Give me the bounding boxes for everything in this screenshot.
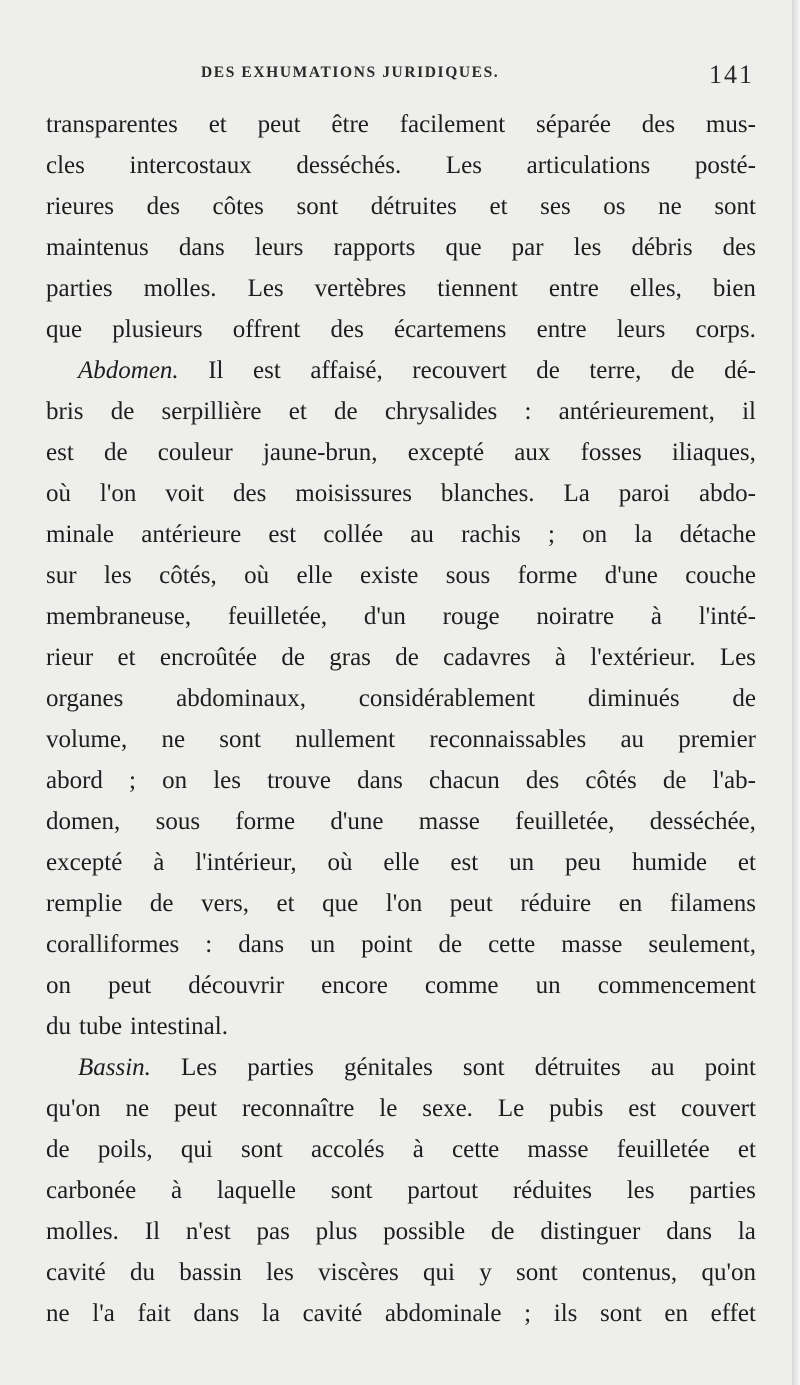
text-line: on peut découvrir encore comme un commencement xyxy=(46,972,756,999)
body-text xyxy=(46,104,756,1334)
text-line: Abdomen. Il est affaisé, recouvert de terre, de dé- xyxy=(78,357,756,384)
page-number: 141 xyxy=(709,60,754,89)
text-line: carbonée à laquelle sont partout réduites les parties xyxy=(46,1177,756,1204)
text-line: coralliformes : dans un point de cette masse seulement, xyxy=(46,931,756,958)
text-line: domen, sous forme d'une masse feuilletée, desséchée, xyxy=(46,808,756,835)
text-line: molles. Il n'est pas plus possible de distinguer dans la xyxy=(46,1218,756,1245)
text-line: cavité du bassin les viscères qui y sont contenus, qu'on xyxy=(46,1259,756,1286)
text-line: excepté à l'intérieur, où elle est un peu humide et xyxy=(46,849,756,876)
text-line: bris de serpillière et de chrysalides : antérieurement, il xyxy=(46,398,756,425)
text-line: transparentes et peut être facilement séparée des mus- xyxy=(46,111,756,138)
text-line: que plusieurs offrent des écartemens entre leurs corps. xyxy=(46,316,756,343)
text-line: de poils, qui sont accolés à cette masse feuilletée et xyxy=(46,1136,756,1163)
text-line: sur les côtés, où elle existe sous forme d'une couche xyxy=(46,562,756,589)
text-line: qu'on ne peut reconnaître le sexe. Le pubis est couvert xyxy=(46,1095,756,1122)
text-line: membraneuse, feuilletée, d'un rouge noiratre à l'inté- xyxy=(46,603,756,630)
text-line: Bassin. Les parties génitales sont détruites au point xyxy=(78,1054,756,1081)
text-line: rieur et encroûtée de gras de cadavres à l'extérieur. Les xyxy=(46,644,756,671)
text-line: organes abdominaux, considérablement diminués de xyxy=(46,685,756,712)
text-line: rieures des côtes sont détruites et ses os ne sont xyxy=(46,193,756,220)
text-line: cles intercostaux desséchés. Les articulations posté- xyxy=(46,152,756,179)
text-line: du tube intestinal. xyxy=(46,1013,228,1040)
text-line: où l'on voit des moisissures blanches. La paroi abdo- xyxy=(46,480,756,507)
text-line: parties molles. Les vertèbres tiennent entre elles, bien xyxy=(46,275,756,302)
text-line: ne l'a fait dans la cavité abdominale ; ils sont en effet xyxy=(46,1300,756,1327)
text-line: minale antérieure est collée au rachis ; on la détache xyxy=(46,521,756,548)
text-line: abord ; on les trouve dans chacun des côtés de l'ab- xyxy=(46,767,756,794)
page-edge-shadow xyxy=(792,0,800,1385)
text-line: maintenus dans leurs rapports que par les débris des xyxy=(46,234,756,261)
text-line: volume, ne sont nullement reconnaissables au premier xyxy=(46,726,756,753)
running-title: DES EXHUMATIONS JURIDIQUES. xyxy=(201,64,500,81)
text-line: remplie de vers, et que l'on peut réduire en filamens xyxy=(46,890,756,917)
text-line: est de couleur jaune-brun, excepté aux fosses iliaques, xyxy=(46,439,756,466)
page-header xyxy=(46,60,758,94)
